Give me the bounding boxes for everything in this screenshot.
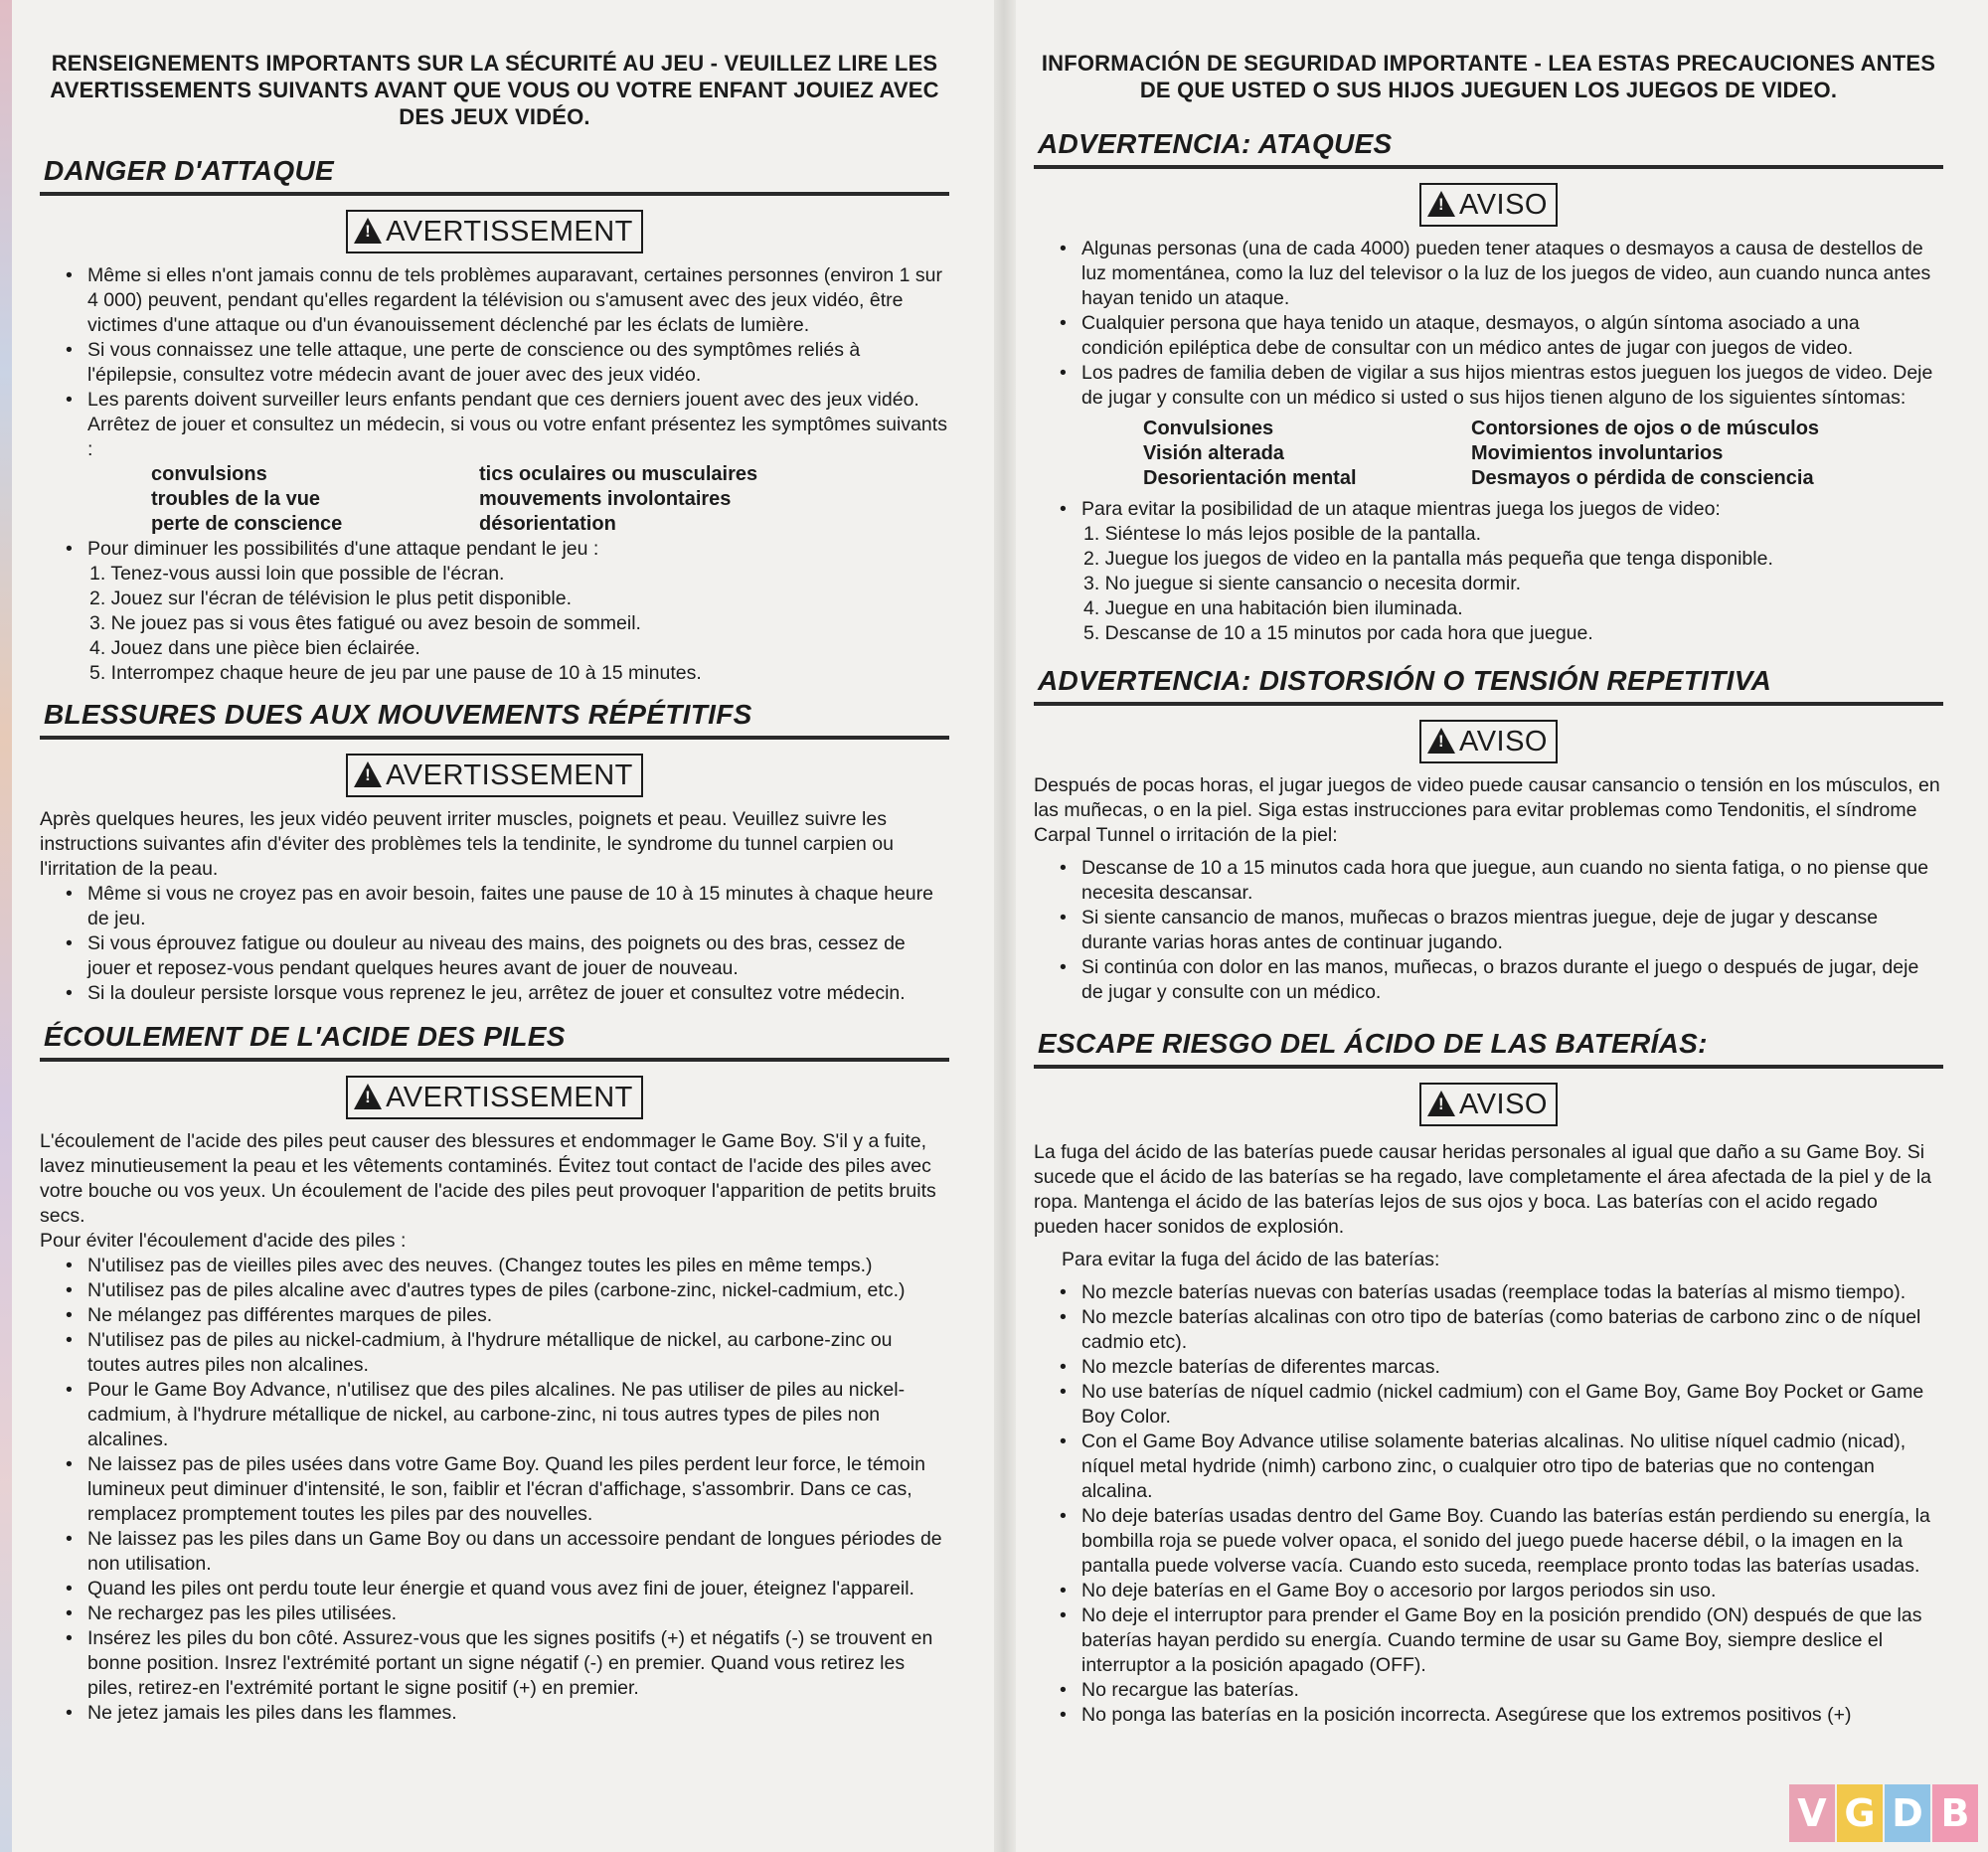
step: 2. Jouez sur l'écran de télévision le plus petit disponible. — [89, 588, 573, 609]
spanish-symptom-grid — [1034, 417, 1943, 491]
symptom: troubles de la vue — [151, 488, 321, 510]
list-item: • Si la douleur persiste lorsque vous reprenez le jeu, arrêtez de jouer et consultez votre médecin. — [87, 981, 949, 1006]
vgdb-watermark-logo — [1789, 1784, 1978, 1842]
spanish-seizure-list — [1034, 237, 1943, 411]
list-item: • Si continúa con dolor en las manos, muñecas, o brazos durante el juego o después de jugar, deje de jugar y consulte con un médico. — [1081, 955, 1943, 1005]
step: 4. Jouez dans une pièce bien éclairée. — [89, 637, 420, 659]
list-item: • Algunas personas (una de cada 4000) pueden tener ataques o desmayos a causa de destellos de luz momentánea, como la luz del televisor o la luz de los juegos de video, aun cuando nunca antes hayan tenido un ataque. — [1081, 237, 1943, 311]
list-item: • No mezcle baterías nuevas con baterías usadas (reemplace todas la baterías al mismo tiempo). — [1081, 1280, 1943, 1305]
spanish-battery-list — [1034, 1280, 1943, 1728]
watermark-letter: V — [1789, 1784, 1835, 1842]
french-intro: RENSEIGNEMENTS IMPORTANTS SUR LA SÉCURITÉ AU JEU - VEUILLEZ LIRE LES AVERTISSEMENTS SUIVANTS AVANT QUE VOUS OU VOTRE ENFANT JOUIEZ AVEC DES JEUX VIDÉO. — [50, 51, 939, 129]
page-edge-decoration — [0, 0, 12, 1852]
french-warning-badge-3: !AVERTISSEMENT — [40, 1076, 949, 1119]
list-item: • Con el Game Boy Advance utilise solamente baterias alcalinas. No ulitise níquel cadmio (nicad), níquel metal hydride (nimh) carbono zinc, o cualquier otro tipo de baterias que no contengan alcalina. — [1081, 1430, 1943, 1504]
spanish-seizure-title: ADVERTENCIA: ATAQUES — [1034, 127, 1943, 169]
french-seizure-title: DANGER D'ATTAQUE — [40, 154, 949, 196]
list-item: • Si vous connaissez une telle attaque, une perte de conscience ou des symptômes reliés à l'épilepsie, consultez votre médecin avant de jouer avec des jeux vidéo. — [87, 338, 949, 388]
symptom: Visión alterada — [1143, 442, 1284, 464]
warning-triangle-icon — [1427, 1091, 1455, 1116]
french-rsi-title: BLESSURES DUES AUX MOUVEMENTS RÉPÉTITIFS — [40, 698, 949, 740]
list-item: • Para evitar la posibilidad de un ataque mientras juega los juegos de video: — [1081, 497, 1943, 522]
list-item: • No use baterías de níquel cadmio (nickel cadmium) con el Game Boy, Game Boy Pocket or Game Boy Color. — [1081, 1380, 1943, 1430]
step: 1. Tenez-vous aussi loin que possible de l'écran. — [89, 563, 505, 585]
spanish-battery-paragraph: La fuga del ácido de las baterías puede causar heridas personales al igual que daño a su Game Boy. Si sucede que el ácido de las baterías se ha regado, lave completamente el área afectada de la piel y de la ropa. Mantenga el ácido de las baterías lejos de sus ojos y boca. Las baterías con el acido regado pueden hacer sonidos de explosión. — [1034, 1141, 1932, 1238]
list-item: • Cualquier persona que haya tenido un ataque, desmayos, o algún síntoma asociado a una condición epiléptica debe de consultar con un médico antes de jugar con juegos de video. — [1081, 311, 1943, 361]
symptom: Contorsiones de ojos o de músculos — [1471, 418, 1820, 439]
watermark-letter: G — [1837, 1784, 1883, 1842]
spanish-column — [1034, 0, 1943, 1852]
spanish-steps — [1034, 522, 1943, 646]
french-rsi-list — [40, 882, 949, 1006]
list-item: • No deje baterías usadas dentro del Game Boy. Cuando las baterías están perdiendo su energía, la bombilla roja se puede volver opaca, el sonido del juego puede hacerse débil, o la imagen en la pantalla puede volverse vacía. Cuando esto suceda, reemplace pronto todas las baterías usadas. — [1081, 1504, 1943, 1579]
list-item: • Pour diminuer les possibilités d'une attaque pendant le jeu : — [87, 537, 949, 562]
symptom: mouvements involontaires — [479, 488, 732, 510]
step: 4. Juegue en una habitación bien iluminada. — [1083, 597, 1463, 619]
french-battery-paragraph: L'écoulement de l'acide des piles peut causer des blessures et endommager le Game Boy. S'il y a fuite, lavez minutieusement la peau et les vêtements contaminés. Évitez tout contact de l'acide des piles avec votre bouche ou vos yeux. Un écoulement de l'acide des piles peut provoquer l'apparition de petits bruits secs. — [40, 1130, 936, 1227]
list-item: • N'utilisez pas de vieilles piles avec des neuves. (Changez toutes les piles en même temps.) — [87, 1254, 949, 1278]
french-battery-title: ÉCOULEMENT DE L'ACIDE DES PILES — [40, 1020, 949, 1062]
list-item: • Ne laissez pas les piles dans un Game Boy ou dans un accessoire pendant de longues périodes de non utilisation. — [87, 1527, 949, 1577]
symptom: convulsions — [151, 463, 267, 485]
list-item: • Ne mélangez pas différentes marques de piles. — [87, 1303, 949, 1328]
list-item: • Même si vous ne croyez pas en avoir besoin, faites une pause de 10 à 15 minutes à chaque heure de jeu. — [87, 882, 949, 931]
warning-triangle-icon — [1427, 728, 1455, 754]
spanish-warning-badge-3: !AVISO — [1034, 1083, 1943, 1126]
list-item: • Si siente cansancio de manos, muñecas o brazos mientras juegue, deje de jugar y descanse durante varias horas antes de continuar jugando. — [1081, 906, 1943, 955]
list-item: • Pour le Game Boy Advance, n'utilisez que des piles alcalines. Ne pas utiliser de piles au nickel-cadmium, à l'hydrure métallique de nickel, au carbone-zinc, ni tous autres types de piles non alcalines. — [87, 1378, 949, 1452]
page-fold — [994, 0, 1016, 1852]
list-item: • Ne jetez jamais les piles dans les flammes. — [87, 1701, 949, 1726]
symptom: désorientation — [479, 513, 616, 535]
list-item: • Quand les piles ont perdu toute leur énergie et quand vous avez fini de jouer, éteignez l'appareil. — [87, 1577, 949, 1601]
french-rsi-paragraph: Après quelques heures, les jeux vidéo peuvent irriter muscles, poignets et peau. Veuillez suivre les instructions suivantes afin d'éviter des problèmes tels la tendinite, le syndrome du tunnel carpien ou l'irritation de la peau. — [40, 808, 894, 880]
warning-triangle-icon — [354, 1084, 382, 1109]
symptom: perte de conscience — [151, 513, 343, 535]
step: 5. Descanse de 10 a 15 minutos por cada hora que juegue. — [1083, 622, 1593, 644]
list-item: • Insérez les piles du bon côté. Assurez-vous que les signes positifs (+) et négatifs (-) se trouvent en bonne position. Insrez l'extrémité portant un signe négatif (-) en premier. Quand vous retirez les piles, retirez-en l'extrémité portant le signe positif (+) en premier. — [87, 1626, 949, 1701]
list-item: • Ne laissez pas de piles usées dans votre Game Boy. Quand les piles perdent leur force, le témoin lumineux peut diminuer d'intensité, le son, faiblir et l'écran d'affichage, s'assombrir. Dans ce cas, remplacez promptement toutes les piles par des nouvelles. — [87, 1452, 949, 1527]
symptom: Desmayos o pérdida de consciencia — [1471, 467, 1814, 489]
spanish-intro: INFORMACIÓN DE SEGURIDAD IMPORTANTE - LEA ESTAS PRECAUCIONES ANTES DE QUE USTED O SUS HIJOS JUEGUEN LOS JUEGOS DE VIDEO. — [1041, 51, 1936, 102]
french-symptom-grid — [40, 462, 949, 537]
symptom: Movimientos involuntarios — [1471, 442, 1724, 464]
spanish-warning-badge-1: !AVISO — [1034, 183, 1943, 227]
list-item: • Los padres de familia deben de vigilar a sus hijos mientras estos jueguen los juegos de video. Deje de jugar y consulte con un médico si usted o sus hijos tienen alguno de los siguientes síntomas: — [1081, 361, 1943, 411]
spanish-battery-title: ESCAPE RIESGO DEL ÁCIDO DE LAS BATERÍAS: — [1034, 1027, 1943, 1069]
warning-triangle-icon — [354, 761, 382, 787]
watermark-letter: D — [1885, 1784, 1930, 1842]
list-item: • No ponga las baterías en la posición incorrecta. Asegúrese que los extremos positivos (+) — [1081, 1703, 1943, 1728]
warning-triangle-icon — [1427, 191, 1455, 217]
list-item: • No recargue las baterías. — [1081, 1678, 1943, 1703]
french-seizure-list — [40, 263, 949, 462]
step: 3. Ne jouez pas si vous êtes fatigué ou avez besoin de sommeil. — [89, 612, 641, 634]
symptom: Convulsiones — [1143, 418, 1274, 439]
symptom: Desorientación mental — [1143, 467, 1357, 489]
step: 1. Siéntese lo más lejos posible de la pantalla. — [1083, 523, 1481, 545]
french-battery-lead: Pour éviter l'écoulement d'acide des piles : — [40, 1230, 407, 1252]
spanish-battery-lead: Para evitar la fuga del ácido de las baterías: — [1062, 1249, 1440, 1270]
list-item: • No mezcle baterías alcalinas con otro tipo de baterías (como baterias de carbono zinc o de níquel cadmio etc). — [1081, 1305, 1943, 1355]
warning-triangle-icon — [354, 218, 382, 244]
step: 2. Juegue los juegos de video en la pantalla más pequeña que tenga disponible. — [1083, 548, 1773, 570]
list-item: • No mezcle baterías de diferentes marcas. — [1081, 1355, 1943, 1380]
spanish-rsi-title: ADVERTENCIA: DISTORSIÓN O TENSIÓN REPETITIVA — [1034, 664, 1943, 706]
french-column — [40, 0, 949, 1852]
spanish-rsi-paragraph: Después de pocas horas, el jugar juegos de video puede causar cansancio o tensión en los músculos, en las muñecas, o en la piel. Siga estas instrucciones para evitar problemas como Tendonitis, el síndrome Carpal Tunnel o irritación de la piel: — [1034, 774, 1940, 846]
list-item: • Descanse de 10 a 15 minutos cada hora que juegue, aun cuando no sienta fatiga, o no piense que necesita descansar. — [1081, 856, 1943, 906]
french-warning-badge-2: !AVERTISSEMENT — [40, 754, 949, 797]
list-item: • N'utilisez pas de piles alcaline avec d'autres types de piles (carbone-zinc, nickel-cadmium, etc.) — [87, 1278, 949, 1303]
french-warning-badge-1: !AVERTISSEMENT — [40, 210, 949, 253]
list-item: • N'utilisez pas de piles au nickel-cadmium, à l'hydrure métallique de nickel, au carbone-zinc ou toutes autres piles non alcalines. — [87, 1328, 949, 1378]
list-item: • Même si elles n'ont jamais connu de tels problèmes auparavant, certaines personnes (environ 1 sur 4 000) peuvent, pendant qu'elles regardent la télévision ou s'amusent avec des jeux vidéo, être victimes d'une attaque ou d'un évanouissement déclenché par les éclats de lumière. — [87, 263, 949, 338]
symptom: tics oculaires ou musculaires — [479, 463, 758, 485]
list-item: • Ne rechargez pas les piles utilisées. — [87, 1601, 949, 1626]
french-steps — [40, 562, 949, 686]
step: 5. Interrompez chaque heure de jeu par une pause de 10 à 15 minutes. — [89, 662, 702, 684]
spanish-warning-badge-2: !AVISO — [1034, 720, 1943, 763]
list-item: • Les parents doivent surveiller leurs enfants pendant que ces derniers jouent avec des jeux vidéo. Arrêtez de jouer et consultez un médecin, si vous ou votre enfant présentez les symptômes suivants : — [87, 388, 949, 462]
spanish-rsi-list — [1034, 856, 1943, 1005]
french-battery-list — [40, 1254, 949, 1726]
step: 3. No juegue si siente cansancio o necesita dormir. — [1083, 573, 1522, 594]
watermark-letter: B — [1932, 1784, 1978, 1842]
list-item: • No deje baterías en el Game Boy o accesorio por largos periodos sin uso. — [1081, 1579, 1943, 1603]
list-item: • No deje el interruptor para prender el Game Boy en la posición prendido (ON) después de que las baterías hayan perdido su energía. Cuando termine de usar su Game Boy, siempre deslice el interruptor a la posición apagado (OFF). — [1081, 1603, 1943, 1678]
list-item: • Si vous éprouvez fatigue ou douleur au niveau des mains, des poignets ou des bras, cessez de jouer et reposez-vous pendant quelques heures avant de jouer de nouveau. — [87, 931, 949, 981]
